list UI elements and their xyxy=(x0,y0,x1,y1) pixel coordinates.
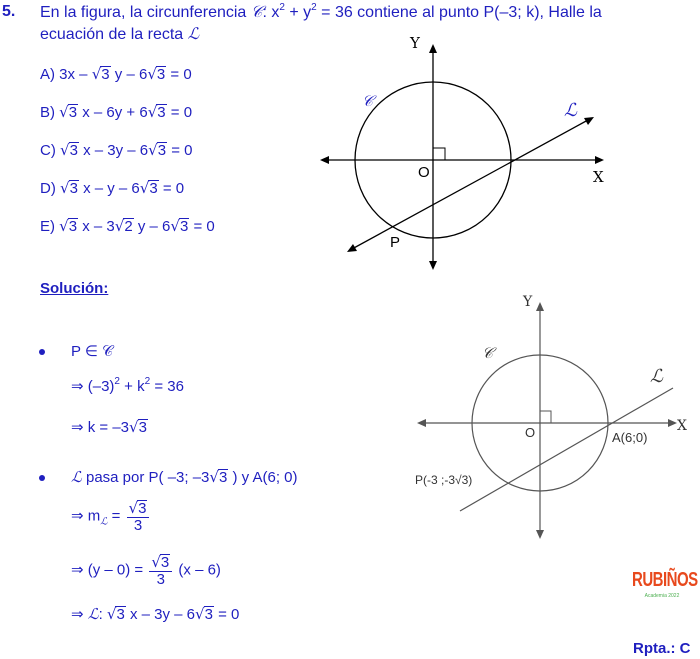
solution-step-1: P ∈ 𝒞 xyxy=(71,343,114,360)
label-p: P xyxy=(390,234,401,251)
y-axis-arrow xyxy=(536,302,544,311)
solution-step-7: ⇒ ℒ: √3 x – 3y – 6√3 = 0 xyxy=(71,605,240,623)
label-y: Y xyxy=(523,294,533,310)
solution-figure xyxy=(405,290,700,545)
solution-step-5: ⇒ $m_ℒ$ = $\frac{√3}{3}$ xyxy=(71,500,151,533)
x-axis-arrow-left xyxy=(417,419,426,427)
line-arrow-lower xyxy=(347,244,357,252)
line-l xyxy=(460,388,673,511)
y-axis-arrow xyxy=(429,44,437,53)
right-angle-mark xyxy=(540,411,551,423)
answer-label: Rpta.: C xyxy=(633,640,691,657)
line-symbol: ℒ xyxy=(187,24,200,43)
problem-number: 5. xyxy=(2,3,16,20)
label-origin: O xyxy=(418,164,430,181)
label-y: Y xyxy=(410,34,420,52)
solution-title: Solución: xyxy=(40,280,109,297)
right-angle-mark xyxy=(433,148,445,160)
line-l xyxy=(352,120,588,249)
x-axis-arrow xyxy=(668,419,677,427)
x-axis-arrow-left xyxy=(320,156,329,164)
option-b[interactable]: B) √3 x – 6y + 6√3 = 0 xyxy=(40,103,193,121)
label-origin: O xyxy=(525,425,536,440)
solution-step-4: ℒ pasa por P( –3; –3√3 ) y A(6; 0) xyxy=(71,468,298,486)
rubinos-logo: RUBIÑOS Academia 2022 xyxy=(632,568,698,599)
label-circle: 𝒞 xyxy=(362,92,373,110)
option-c[interactable]: C) √3 x – 3y – 6√3 = 0 xyxy=(40,141,193,159)
problem-line-2: ecuación de la recta ℒ xyxy=(40,24,200,43)
label-x: X xyxy=(593,168,604,186)
y-axis-arrow-down xyxy=(536,530,544,539)
problem-line-1: En la figura, la circunferencia 𝒞: $x^2 + y^2 = 36$ contiene al punto P(–3; k), Halle la xyxy=(40,2,602,21)
option-a[interactable]: A) 3x – √3 y – 6√3 = 0 xyxy=(40,65,192,83)
solution-step-3: ⇒ k = –3√3 xyxy=(71,418,147,436)
label-line: ℒ xyxy=(650,366,663,387)
problem-figure xyxy=(310,30,630,275)
slope-fraction: $\frac{√3}{3}$ xyxy=(127,500,150,533)
option-e[interactable]: E) √3 x – 3√2 y – 6√3 = 0 xyxy=(40,217,215,235)
label-line: ℒ xyxy=(564,100,577,121)
label-a: A(6;0) xyxy=(612,430,648,445)
solution-step-6: ⇒ (y – 0) = $\frac{√3}{3}$ (x – 6) xyxy=(71,553,221,588)
label-p: P(-3 ;-3√3) xyxy=(415,473,473,487)
y-axis-arrow-down xyxy=(429,261,437,270)
bullet-2 xyxy=(39,475,45,481)
x-axis-arrow xyxy=(595,156,604,164)
equation-fraction: $\frac{√3}{3}$ xyxy=(149,554,172,587)
label-x: X xyxy=(677,418,687,434)
circle-symbol: 𝒞 xyxy=(250,2,263,21)
bullet-1 xyxy=(39,349,45,355)
label-circle: 𝒞 xyxy=(482,344,493,362)
solution-step-2: ⇒ $(-3)^2 + k^2 = 36$ xyxy=(71,376,184,395)
option-d[interactable]: D) √3 x – y – 6√3 = 0 xyxy=(40,179,185,197)
